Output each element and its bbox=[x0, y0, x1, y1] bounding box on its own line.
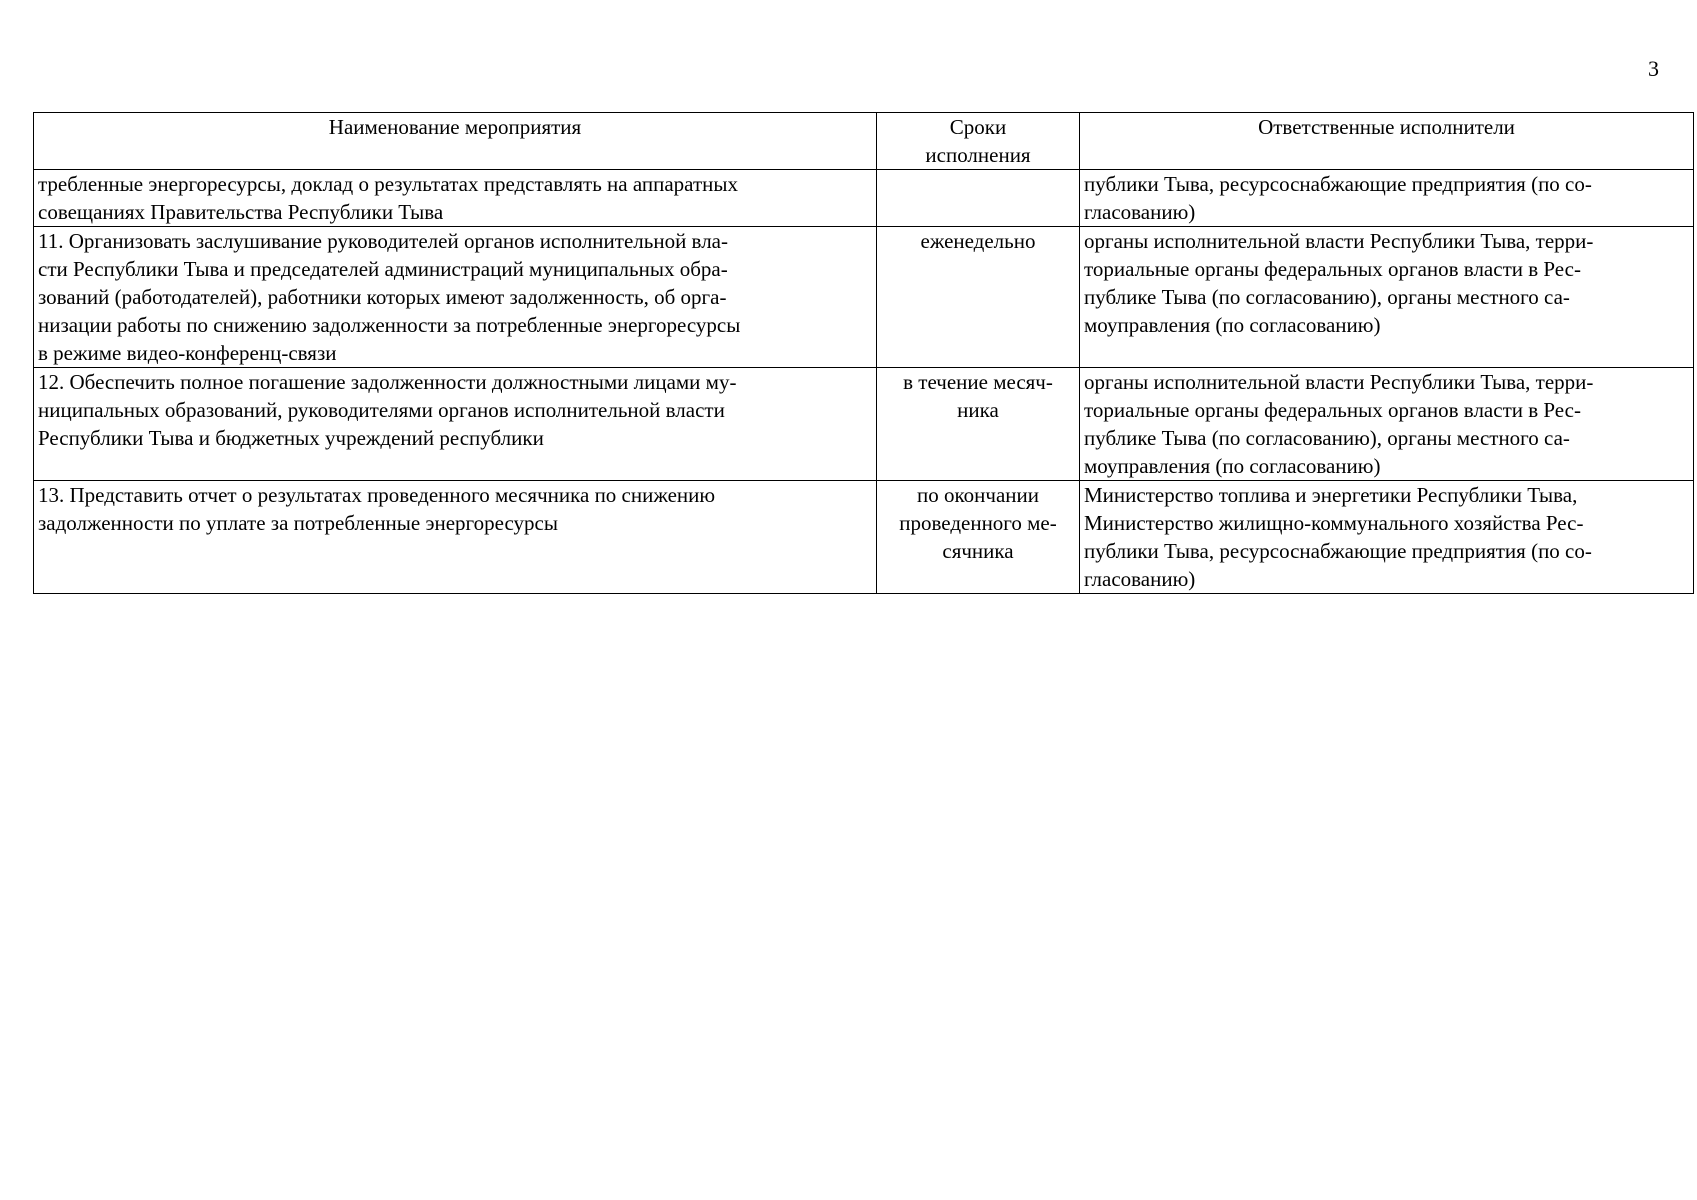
deadline-cell bbox=[877, 227, 1080, 368]
table-row bbox=[34, 170, 1694, 227]
action-cell-line: ниципальных образований, руководителями органов исполнительной власти bbox=[38, 398, 725, 422]
deadline-cell-line: сячника bbox=[942, 539, 1014, 563]
action-cell-line: задолженности по уплате за потребленные энергоресурсы bbox=[38, 511, 558, 535]
header-deadline-line2: исполнения bbox=[925, 143, 1031, 167]
executors-cell-line: органы исполнительной власти Республики Тыва, терри- bbox=[1084, 370, 1594, 394]
action-cell-line: 13. Представить отчет о результатах проведенного месячника по снижению bbox=[38, 483, 716, 507]
deadline-cell-line: в течение месяч- bbox=[903, 370, 1053, 394]
deadline-cell bbox=[877, 170, 1080, 227]
table-header-row bbox=[34, 113, 1694, 170]
action-cell bbox=[34, 481, 877, 594]
action-cell-line: совещаниях Правительства Республики Тыва bbox=[38, 200, 444, 224]
action-cell-line: Республики Тыва и бюджетных учреждений республики bbox=[38, 426, 544, 450]
table-row bbox=[34, 481, 1694, 594]
action-cell-line: в режиме видео-конференц-связи bbox=[38, 341, 337, 365]
executors-cell bbox=[1080, 227, 1694, 368]
header-action bbox=[34, 113, 877, 170]
table-row bbox=[34, 227, 1694, 368]
deadline-cell-line: проведенного ме- bbox=[899, 511, 1057, 535]
action-cell-line: низации работы по снижению задолженности за потребленные энергоресурсы bbox=[38, 313, 741, 337]
deadline-cell-line: ника bbox=[957, 398, 999, 422]
header-deadline bbox=[877, 113, 1080, 170]
executors-cell-line: публике Тыва (по согласованию), органы местного са- bbox=[1084, 285, 1570, 309]
deadline-cell-line: по окончании bbox=[917, 483, 1039, 507]
page-number: 3 bbox=[1648, 56, 1659, 81]
executors-cell-line: публики Тыва, ресурсоснабжающие предприятия (по со- bbox=[1084, 539, 1592, 563]
deadline-cell bbox=[877, 481, 1080, 594]
table-row bbox=[34, 368, 1694, 481]
deadline-cell bbox=[877, 368, 1080, 481]
executors-cell-line: Министерство жилищно-коммунального хозяйства Рес- bbox=[1084, 511, 1584, 535]
header-executors-label: Ответственные исполнители bbox=[1258, 115, 1515, 139]
executors-cell bbox=[1080, 481, 1694, 594]
action-cell bbox=[34, 170, 877, 227]
action-cell-line: 12. Обеспечить полное погашение задолженности должностными лицами му- bbox=[38, 370, 737, 394]
header-action-label: Наименование мероприятия bbox=[328, 115, 582, 139]
action-cell-line: зований (работодателей), работники которых имеют задолженность, об орга- bbox=[38, 285, 727, 309]
executors-cell-line: органы исполнительной власти Республики Тыва, терри- bbox=[1084, 229, 1594, 253]
executors-cell-line: моуправления (по согласованию) bbox=[1084, 454, 1381, 478]
executors-cell-line: публике Тыва (по согласованию), органы местного са- bbox=[1084, 426, 1570, 450]
table-body bbox=[34, 170, 1694, 594]
action-cell bbox=[34, 227, 877, 368]
header-deadline-line1: Сроки bbox=[949, 115, 1007, 139]
action-cell bbox=[34, 368, 877, 481]
executors-cell-line: моуправления (по согласованию) bbox=[1084, 313, 1381, 337]
action-cell-line: 11. Организовать заслушивание руководителей органов исполнительной вла- bbox=[38, 229, 728, 253]
header-executors bbox=[1080, 113, 1694, 170]
executors-cell bbox=[1080, 368, 1694, 481]
action-cell-line: сти Республики Тыва и председателей администраций муниципальных обра- bbox=[38, 257, 728, 281]
executors-cell-line: гласованию) bbox=[1084, 567, 1196, 591]
executors-cell bbox=[1080, 170, 1694, 227]
deadline-cell-line: еженедельно bbox=[920, 229, 1036, 253]
executors-cell-line: публики Тыва, ресурсоснабжающие предприятия (по со- bbox=[1084, 172, 1592, 196]
executors-cell-line: ториальные органы федеральных органов власти в Рес- bbox=[1084, 257, 1581, 281]
action-plan-table bbox=[33, 112, 1694, 594]
executors-cell-line: гласованию) bbox=[1084, 200, 1196, 224]
executors-cell-line: Министерство топлива и энергетики Республики Тыва, bbox=[1084, 483, 1578, 507]
executors-cell-line: ториальные органы федеральных органов власти в Рес- bbox=[1084, 398, 1581, 422]
action-cell-line: требленные энергоресурсы, доклад о результатах представлять на аппаратных bbox=[38, 172, 738, 196]
